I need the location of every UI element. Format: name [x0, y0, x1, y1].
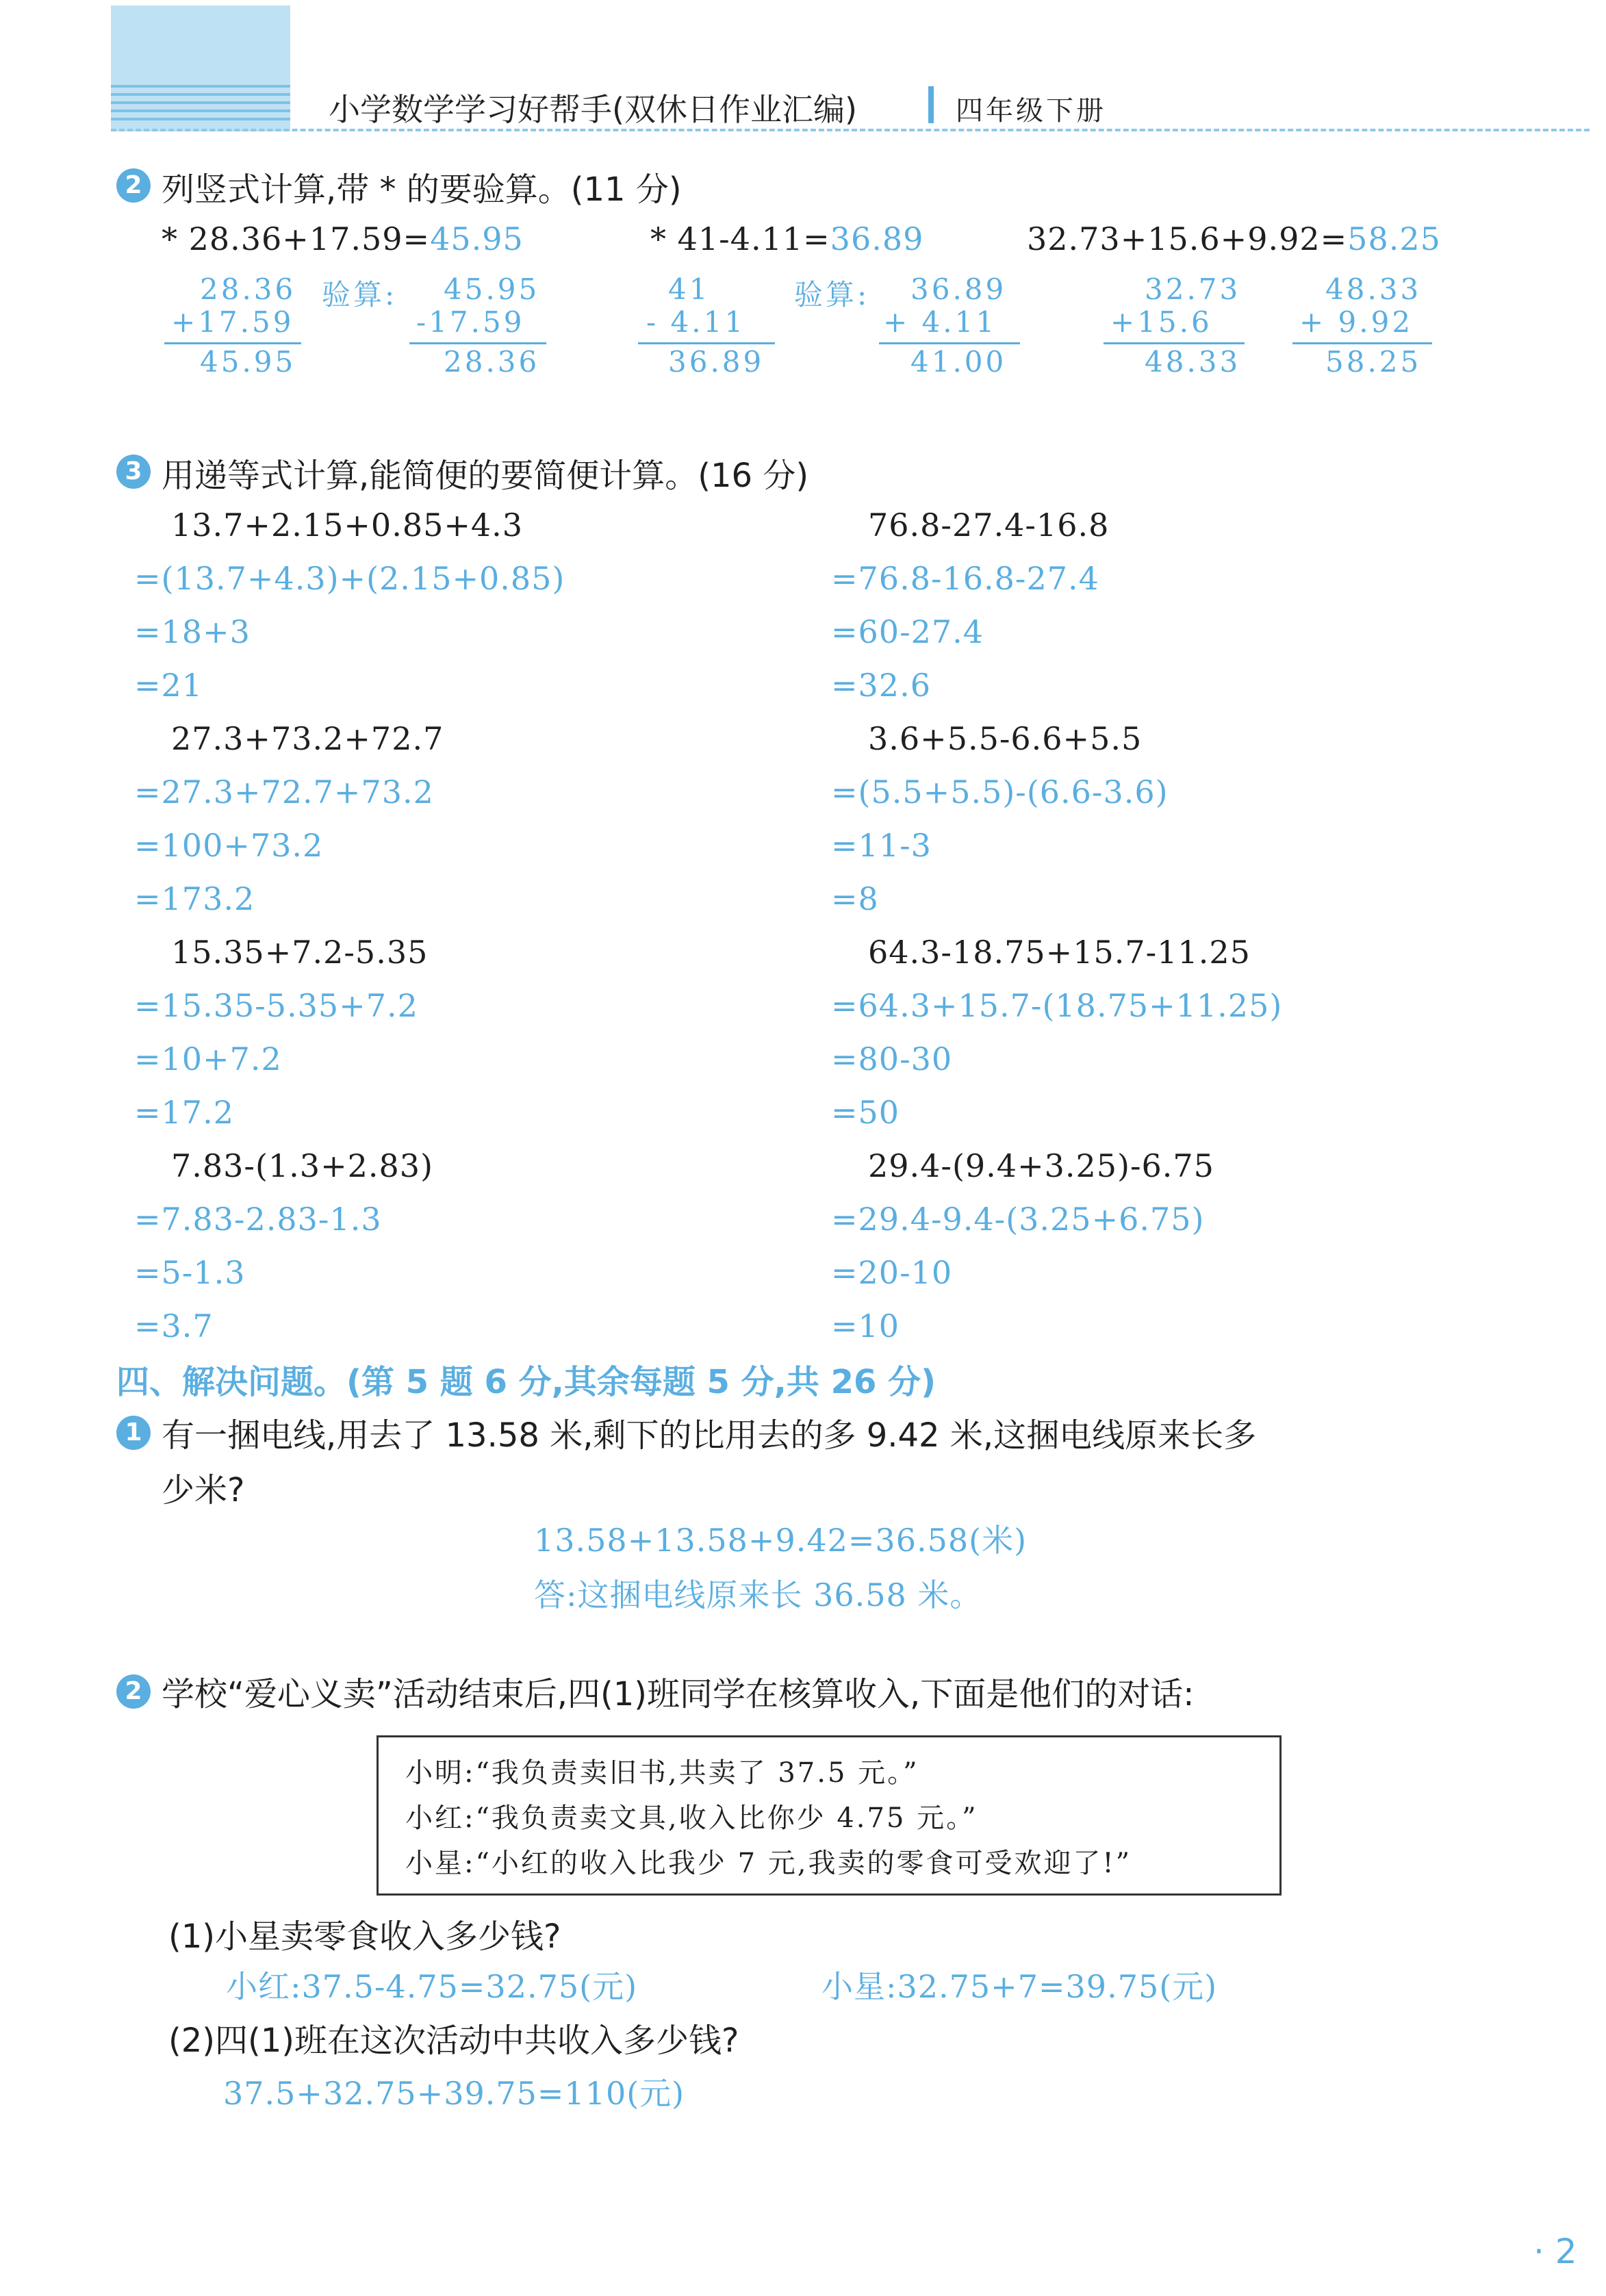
vertical-operand: +17.59	[171, 305, 294, 339]
section-title: 四、解决问题。(第 5 题 6 分,其余每题 5 分,共 26 分)	[116, 1363, 936, 1401]
verify-label: 验算:	[794, 278, 870, 311]
answer: 45.95	[430, 220, 524, 257]
calc-problem: 7.83-(1.3+2.83)	[171, 1147, 433, 1184]
problem-number-badge: 1	[116, 1416, 151, 1450]
question-title: 用递等式计算,能简便的要简便计算。(16 分)	[162, 457, 809, 495]
calc-step: =(13.7+4.3)+(2.15+0.85)	[134, 560, 565, 597]
header-decor-stripes	[111, 85, 290, 125]
problem-number-badge: 2	[116, 1674, 151, 1709]
question-number-badge: 3	[116, 455, 151, 489]
calc-step: =21	[134, 667, 203, 704]
vertical-result: 41.00	[910, 345, 1007, 379]
calc-problem: 76.8-27.4-16.8	[868, 507, 1110, 544]
problem-text: 有一捆电线,用去了 13.58 米,剩下的比用去的多 9.42 米,这捆电线原来长多	[162, 1416, 1257, 1455]
vertical-operand: + 4.11	[883, 305, 997, 339]
calc-step: =64.3+15.7-(18.75+11.25)	[831, 987, 1283, 1024]
header-separator	[928, 86, 934, 123]
calc-step: =80-30	[831, 1041, 953, 1077]
sub-answer: 小红:37.5-4.75=32.75(元)	[226, 1968, 638, 2005]
calc-step: =173.2	[134, 880, 255, 917]
sub-question: (1)小星卖零食收入多少钱?	[168, 1917, 561, 1956]
vertical-result: 58.25	[1325, 345, 1422, 379]
dialog-line: 小明:“我负责卖旧书,共卖了 37.5 元。”	[405, 1757, 919, 1789]
expression: * 41-4.11=36.89	[650, 220, 924, 257]
vertical-line	[638, 342, 775, 344]
calc-step: =5-1.3	[134, 1254, 246, 1291]
sub-question: (2)四(1)班在这次活动中共收入多少钱?	[168, 2021, 739, 2060]
calc-step: =3.7	[134, 1308, 214, 1344]
calc-step: =100+73.2	[134, 827, 324, 864]
calc-step: =(5.5+5.5)-(6.6-3.6)	[831, 774, 1169, 811]
vertical-line	[409, 342, 546, 344]
calc-problem: 13.7+2.15+0.85+4.3	[171, 507, 524, 544]
vertical-top: 45.95	[444, 272, 540, 306]
calc-step: =18+3	[134, 613, 251, 650]
vertical-operand: -17.59	[416, 305, 525, 339]
vertical-result: 28.36	[444, 345, 540, 379]
vertical-line	[164, 342, 301, 344]
problem-text: 少米?	[162, 1471, 245, 1509]
book-title: 小学数学学习好帮手(双休日作业汇编)	[329, 91, 857, 128]
sub-answer: 小星:32.75+7=39.75(元)	[821, 1968, 1218, 2005]
vertical-line	[1104, 342, 1245, 344]
expression: 32.73+15.6+9.92=58.25	[1027, 220, 1441, 257]
vertical-operand: + 9.92	[1299, 305, 1414, 339]
calc-step: =10	[831, 1308, 900, 1344]
calc-step: =27.3+72.7+73.2	[134, 774, 434, 811]
dialog-line: 小红:“我负责卖文具,收入比你少 4.75 元。”	[405, 1802, 978, 1834]
calc-step: =7.83-2.83-1.3	[134, 1201, 382, 1238]
calc-step: =17.2	[134, 1094, 234, 1131]
expression: * 28.36+17.59=45.95	[162, 220, 524, 257]
calc-step: =15.35-5.35+7.2	[134, 987, 418, 1024]
calc-step: =11-3	[831, 827, 932, 864]
vertical-top: 32.73	[1145, 272, 1241, 306]
question-title: 列竖式计算,带 * 的要验算。(11 分)	[162, 170, 682, 209]
vertical-top: 41	[668, 272, 711, 306]
vertical-line	[879, 342, 1020, 344]
vertical-top: 36.89	[910, 272, 1007, 306]
solution-answer: 答:这捆电线原来长 36.58 米。	[534, 1577, 982, 1613]
dialog-line: 小星:“小红的收入比我少 7 元,我卖的零食可受欢迎了!”	[405, 1848, 1132, 1879]
calc-step: =20-10	[831, 1254, 953, 1291]
answer: 58.25	[1347, 220, 1441, 257]
calc-step: =32.6	[831, 667, 931, 704]
vertical-result: 36.89	[668, 345, 765, 379]
vertical-line	[1292, 342, 1432, 344]
calc-problem: 27.3+73.2+72.7	[171, 720, 444, 757]
calc-problem: 15.35+7.2-5.35	[171, 934, 429, 971]
vertical-result: 48.33	[1145, 345, 1241, 379]
calc-problem: 29.4-(9.4+3.25)-6.75	[868, 1147, 1214, 1184]
verify-label: 验算:	[322, 278, 398, 311]
question-number-badge: 2	[116, 168, 151, 203]
answer: 36.89	[830, 220, 924, 257]
calc-step: =29.4-9.4-(3.25+6.75)	[831, 1201, 1205, 1238]
page-number: · 2	[1533, 2232, 1577, 2271]
calc-step: =8	[831, 880, 879, 917]
problem-text: 学校“爱心义卖”活动结束后,四(1)班同学在核算收入,下面是他们的对话:	[162, 1675, 1195, 1713]
vertical-top: 48.33	[1325, 272, 1422, 306]
calc-step: =60-27.4	[831, 613, 984, 650]
calc-problem: 3.6+5.5-6.6+5.5	[868, 720, 1143, 757]
solution-equation: 13.58+13.58+9.42=36.58(米)	[534, 1522, 1028, 1559]
sub-answer: 37.5+32.75+39.75=110(元)	[223, 2075, 685, 2112]
vertical-operand: - 4.11	[646, 305, 746, 339]
vertical-top: 28.36	[200, 272, 296, 306]
vertical-operand: +15.6	[1110, 305, 1212, 339]
calc-step: =76.8-16.8-27.4	[831, 560, 1099, 597]
vertical-result: 45.95	[200, 345, 296, 379]
calc-problem: 64.3-18.75+15.7-11.25	[868, 934, 1251, 971]
grade-label: 四年级下册	[956, 95, 1106, 127]
calc-step: =10+7.2	[134, 1041, 282, 1077]
calc-step: =50	[831, 1094, 900, 1131]
